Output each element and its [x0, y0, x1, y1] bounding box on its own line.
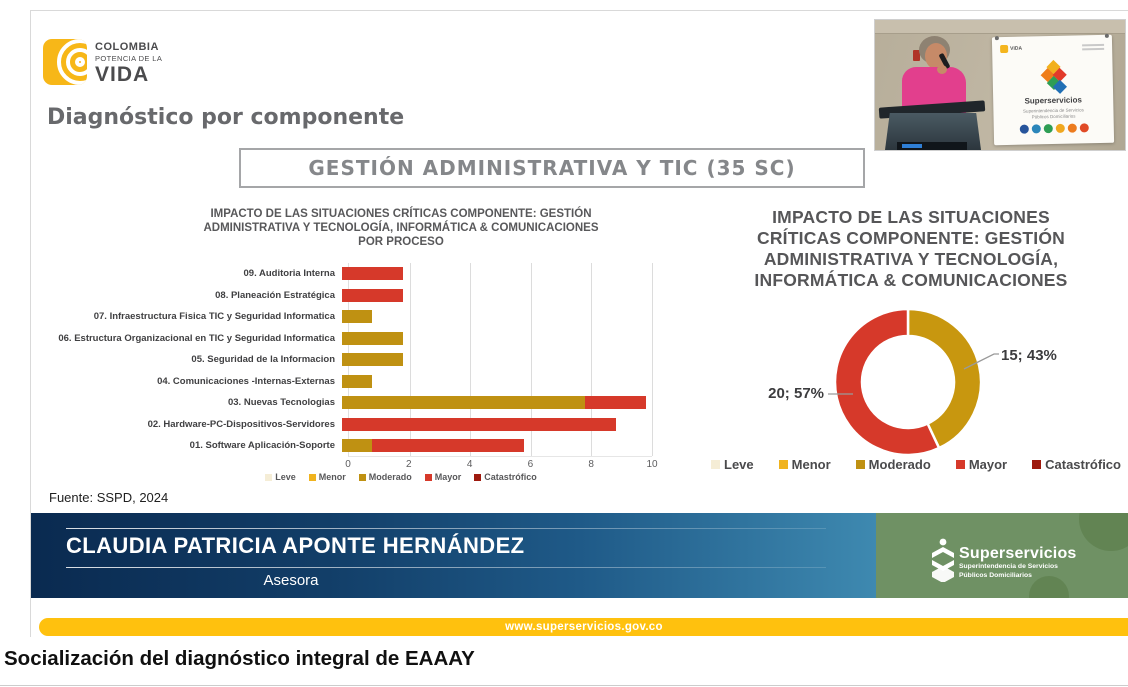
ceiling: [875, 20, 1125, 34]
org-name: Superservicios: [959, 545, 1077, 562]
gridline: [652, 263, 653, 456]
legend-swatch-catastrófico: [474, 474, 481, 481]
superservicios-cube-icon: [1040, 62, 1067, 93]
legend-label: Catastrófico: [1045, 457, 1121, 472]
legend-label: Mayor: [968, 457, 1008, 472]
bar-category-label: 07. Infraestructura Fisica TIC y Seguridad Informatica: [93, 311, 335, 323]
stand-banner: [992, 35, 1114, 145]
bar-category-label: 05. Seguridad de la Informacion: [191, 354, 335, 366]
legend-label: Moderado: [368, 472, 412, 482]
laptop-screen: [902, 144, 922, 148]
legend-item: [425, 472, 462, 482]
bottom-divider: [0, 685, 1128, 686]
bar-track: [342, 371, 646, 393]
bar-row: [31, 435, 652, 457]
bar-segment-mayor: [342, 418, 616, 431]
donut-label-moderado: 15; 43%: [1001, 347, 1057, 364]
donut-title-line: CRÍTICAS COMPONENTE: GESTIÓN: [757, 228, 1065, 248]
barchart-title-line: IMPACTO DE LAS SITUACIONES CRÍTICAS COMPONENTE: GESTIÓN: [210, 208, 592, 220]
speaker-role: Asesora: [263, 572, 319, 589]
bar-category-label: 02. Hardware-PC-Dispositivos-Servidores: [147, 418, 335, 430]
legend-item: [956, 457, 1007, 472]
video-caption: Socialización del diagnóstico integral de EAAAY: [4, 647, 475, 670]
bar-category-label: 03. Nuevas Tecnologias: [227, 397, 335, 409]
legend-label: Leve: [275, 472, 296, 482]
legend-swatch-mayor: [425, 474, 432, 481]
social-circle-icon: [1043, 124, 1052, 133]
legend-label: Menor: [791, 457, 831, 472]
x-tick-label: 2: [406, 459, 412, 470]
bar-track: [342, 328, 646, 350]
component-heading: GESTIÓN ADMINISTRATIVA Y TIC (35 SC): [308, 156, 796, 180]
bar-track: [342, 306, 646, 328]
bar-segment-mayor: [585, 396, 646, 409]
bar-row: [31, 371, 652, 393]
legend-swatch-moderado: [856, 460, 865, 469]
divider: [66, 567, 826, 568]
legend-item: [1032, 457, 1121, 472]
speaker-banner: [31, 513, 1128, 598]
bar-row: [31, 285, 652, 307]
donut-title-line: IMPACTO DE LAS SITUACIONES: [772, 207, 1050, 227]
bar-category-label: 06. Estructura Organizacional en TIC y Seguridad Informatica: [58, 332, 335, 344]
bar-row: [31, 392, 652, 414]
bar-row: [31, 349, 652, 371]
logo-line2: POTENCIA DE LA: [95, 54, 163, 63]
logo-line1: COLOMBIA: [95, 41, 159, 53]
speaker-video-inset[interactable]: [874, 19, 1126, 151]
slide-title: Diagnóstico por componente: [47, 105, 405, 130]
legend-label: Mayor: [434, 472, 462, 482]
logo-line3: VIDA: [95, 62, 150, 86]
bar-track: [342, 263, 646, 285]
bar-category-label: 01. Software Aplicación-Soporte: [189, 440, 335, 452]
org-sub2: Públicos Domiciliarios: [959, 571, 1032, 579]
mini-gov-logo: [1082, 44, 1104, 52]
colombia-potencia-vida-logo: [43, 39, 162, 85]
x-tick-label: 10: [646, 459, 658, 470]
bar-track: [342, 414, 646, 436]
social-icons-row: [994, 123, 1114, 135]
url-bar: [39, 618, 1128, 636]
legend-label: Catastrófico: [484, 472, 537, 482]
bar-segment-mayor: [372, 439, 524, 452]
barchart-title-line: POR PROCESO: [358, 236, 444, 248]
donut-title: [691, 207, 1128, 291]
social-circle-icon: [1019, 125, 1028, 134]
bar-segment-moderado: [342, 439, 372, 452]
bar-segment-moderado: [342, 396, 585, 409]
superservicios-s-icon: [931, 538, 955, 582]
org-sub1: Superintendencia de Servicios: [959, 563, 1058, 570]
bar-track: [342, 285, 646, 307]
banner-blue-section: [31, 513, 876, 598]
bar-track: [342, 349, 646, 371]
superservicios-text: [959, 538, 1077, 582]
donut-chart: [808, 282, 1008, 482]
radio-waves-icon: [43, 39, 87, 85]
donut-legend: [711, 457, 1121, 472]
superservicios-logo: [931, 538, 1077, 582]
legend-label: Leve: [724, 457, 754, 472]
bar-category-label: 08. Planeación Estratégica: [215, 289, 335, 301]
bar-segment-mayor: [342, 289, 403, 302]
donut-title-line: ADMINISTRATIVA Y TECNOLOGÍA,: [763, 249, 1059, 269]
bar-segment-moderado: [342, 375, 372, 388]
banner-org-sub2: Públicos Domiciliarios: [1031, 113, 1076, 120]
legend-item: [359, 472, 412, 482]
logo-text: [95, 39, 162, 85]
podium-base: [897, 142, 967, 150]
bar-row: [31, 328, 652, 350]
social-circle-icon: [1079, 123, 1088, 132]
x-tick-label: 0: [345, 459, 351, 470]
bar-track: [342, 435, 646, 457]
legend-label: Menor: [318, 472, 346, 482]
barchart-title-line: ADMINISTRATIVA Y TECNOLOGÍA, INFORMÁTICA & COMUNICACIONES: [203, 222, 599, 234]
barchart: [31, 263, 652, 457]
speaker-hand: [937, 65, 947, 74]
social-circle-icon: [1055, 124, 1064, 133]
legend-item: [265, 472, 296, 482]
donut-label-mayor: 20; 57%: [768, 385, 824, 402]
bar-ticks: [345, 459, 658, 471]
bar-segment-mayor: [342, 267, 403, 280]
social-circle-icon: [1031, 124, 1040, 133]
component-heading-box: [239, 148, 865, 188]
bar-segment-moderado: [342, 310, 372, 323]
legend-swatch-leve: [711, 460, 720, 469]
legend-item: [309, 472, 346, 482]
legend-swatch-menor: [779, 460, 788, 469]
legend-item: [779, 457, 831, 472]
x-tick-label: 6: [527, 459, 534, 470]
bar-rows: [31, 263, 652, 457]
bar-track: [342, 392, 646, 414]
bar-row: [31, 263, 652, 285]
bar-row: [31, 414, 652, 436]
banner-org-sub1: Superintendencia de Servicios: [1022, 107, 1084, 114]
banner-org-name: Superservicios: [1024, 95, 1082, 106]
legend-swatch-leve: [265, 474, 272, 481]
barchart-title: [131, 207, 671, 249]
legend-swatch-menor: [309, 474, 316, 481]
speaker-name: CLAUDIA PATRICIA APONTE HERNÁNDEZ: [66, 533, 525, 558]
mini-colombia-logo: [1000, 45, 1022, 53]
bar-category-label: 04. Comunicaciones -Internas-Externas: [157, 375, 335, 387]
bar-segment-moderado: [342, 332, 403, 345]
mini-brand-text: VIDA: [1010, 45, 1023, 52]
legend-item: [711, 457, 754, 472]
x-tick-label: 4: [466, 459, 473, 470]
divider: [66, 528, 826, 529]
x-tick-label: 8: [588, 459, 594, 470]
donut-title-line: INFORMÁTICA & COMUNICACIONES: [754, 270, 1068, 290]
legend-item: [856, 457, 931, 472]
legend-swatch-moderado: [359, 474, 366, 481]
legend-label: Moderado: [868, 457, 931, 472]
social-circle-icon: [1067, 124, 1076, 133]
website-url: www.superservicios.gov.co: [505, 621, 663, 633]
source-note: Fuente: SSPD, 2024: [49, 490, 169, 505]
legend-item: [474, 472, 537, 482]
legend-swatch-mayor: [956, 460, 965, 469]
bar-segment-moderado: [342, 353, 403, 366]
bar-category-label: 09. Auditoria Interna: [243, 268, 335, 279]
legend-swatch-catastrófico: [1032, 460, 1041, 469]
bar-row: [31, 306, 652, 328]
yellow-brand-icon: [1000, 45, 1008, 53]
bar-legend: [131, 472, 671, 482]
